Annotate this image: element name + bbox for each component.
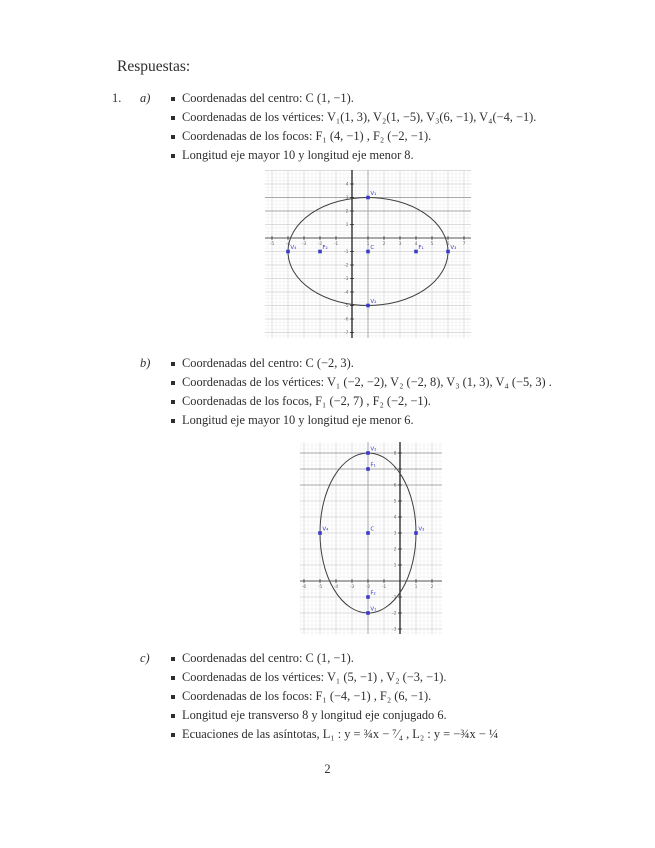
- point-label: C: [370, 245, 375, 252]
- answer-item: Coordenadas del centro: C (1, −1).: [171, 649, 631, 668]
- y-tick-label: -2: [392, 611, 397, 617]
- y-tick-label: -4: [344, 290, 349, 296]
- point-marker: [366, 304, 370, 308]
- y-tick-label: -1: [392, 595, 397, 601]
- answer-list-a: [171, 89, 631, 165]
- x-tick-label: -5: [317, 585, 323, 590]
- point-label: V₄: [290, 245, 297, 252]
- y-tick-label: 7: [393, 467, 397, 473]
- y-tick-label: 5: [393, 499, 397, 505]
- point-label: V₁: [370, 606, 377, 613]
- y-tick-label: 6: [393, 483, 397, 489]
- point-label: V₄: [322, 526, 329, 533]
- problem-a: [112, 89, 631, 165]
- answer-item: Coordenadas de los focos: F₁ (4, −1) , F₂ (−2, −1).: [171, 127, 631, 146]
- point-label: V₃: [450, 245, 457, 252]
- x-tick-label: -3: [349, 585, 355, 590]
- point-label: V₂: [370, 446, 377, 453]
- page-title: Respuestas:: [117, 58, 191, 75]
- point-label: F₁: [418, 245, 424, 252]
- x-tick-label: -1: [333, 242, 339, 247]
- x-tick-label: -2: [365, 585, 371, 590]
- ellipse-plot-a: [265, 170, 471, 338]
- point-marker: [414, 250, 418, 254]
- y-tick-label: -7: [344, 331, 349, 337]
- x-tick-label: 7: [462, 242, 466, 247]
- x-tick-label: 4: [414, 242, 418, 247]
- y-tick-label: -3: [344, 277, 349, 283]
- y-tick-label: 2: [345, 209, 349, 215]
- y-tick-label: 3: [345, 196, 349, 202]
- problem-b: [112, 354, 631, 430]
- x-tick-label: -4: [333, 585, 339, 590]
- answer-item: Coordenadas de los vértices: V₁(1, 3), V₂(1, −5), V₃(6, −1), V₄(−4, −1).: [171, 108, 631, 127]
- answer-item: Coordenadas del centro: C (1, −1).: [171, 89, 631, 108]
- point-label: F₂: [322, 245, 328, 252]
- x-tick-label: -4: [285, 242, 291, 247]
- x-tick-label: -6: [301, 585, 307, 590]
- point-marker: [286, 250, 290, 254]
- answer-item: Longitud eje transverso 8 y longitud eje conjugado 6.: [171, 706, 631, 725]
- y-tick-label: -2: [344, 263, 349, 269]
- point-marker: [318, 250, 322, 254]
- x-tick-label: 2: [430, 585, 434, 590]
- x-tick-label: 2: [382, 242, 386, 247]
- point-marker: [366, 531, 370, 535]
- answer-item: Coordenadas del centro: C (−2, 3).: [171, 354, 631, 373]
- point-marker: [366, 196, 370, 200]
- y-tick-label: -1: [344, 250, 349, 256]
- y-tick-label: 3: [393, 531, 397, 537]
- answer-item: Ecuaciones de las asíntotas, L₁ : y = ¾x − ⁷⁄₄ , L₂ : y = −¾x − ¼: [171, 725, 631, 744]
- problem-letter-c: c): [140, 651, 150, 665]
- page-number: 2: [324, 762, 331, 776]
- ellipse-plot-b: [300, 442, 442, 634]
- y-tick-label: -6: [344, 317, 349, 323]
- y-tick-label: -5: [344, 304, 349, 310]
- y-tick-label: 1: [345, 223, 349, 229]
- y-tick-label: 2: [393, 547, 397, 553]
- point-marker: [414, 531, 418, 535]
- point-marker: [318, 531, 322, 535]
- x-tick-label: -1: [381, 585, 387, 590]
- point-marker: [446, 250, 450, 254]
- point-marker: [366, 451, 370, 455]
- problem-number: 1.: [112, 91, 122, 105]
- x-tick-label: -2: [317, 242, 323, 247]
- answer-item: Longitud eje mayor 10 y longitud eje menor 6.: [171, 411, 631, 430]
- point-label: V₂: [370, 299, 377, 306]
- x-tick-label: 6: [446, 242, 450, 247]
- point-label: F₁: [370, 462, 376, 469]
- point-marker: [366, 250, 370, 254]
- problem-c: [112, 649, 631, 744]
- point-label: C: [370, 526, 375, 533]
- point-label: F₂: [370, 590, 376, 597]
- y-tick-label: 1: [393, 563, 397, 569]
- x-tick-label: 1: [366, 242, 370, 247]
- y-tick-label: 4: [345, 182, 349, 188]
- x-tick-label: 5: [430, 242, 434, 247]
- point-marker: [366, 467, 370, 471]
- answer-item: Longitud eje mayor 10 y longitud eje menor 8.: [171, 146, 631, 165]
- x-tick-label: 3: [398, 242, 402, 247]
- answer-item: Coordenadas de los focos, F₁ (−2, 7) , F₂ (−2, −1).: [171, 392, 631, 411]
- point-marker: [366, 595, 370, 599]
- answer-item: Coordenadas de los vértices: V₁ (−2, −2), V₂ (−2, 8), V₃ (1, 3), V₄ (−5, 3) .: [171, 373, 631, 392]
- answer-list-c: [171, 649, 631, 744]
- y-tick-label: 4: [393, 515, 397, 521]
- y-tick-label: -3: [392, 627, 397, 633]
- answer-item: Coordenadas de los focos: F₁ (−4, −1) , F₂ (6, −1).: [171, 687, 631, 706]
- problem-letter-a: a): [140, 91, 151, 105]
- point-label: V₁: [370, 191, 377, 198]
- point-marker: [366, 611, 370, 615]
- y-tick-label: 8: [393, 451, 397, 457]
- x-tick-label: -3: [301, 242, 307, 247]
- x-tick-label: -5: [269, 242, 275, 247]
- answer-item: Coordenadas de los vértices: V₁ (5, −1) , V₂ (−3, −1).: [171, 668, 631, 687]
- x-tick-label: 1: [414, 585, 418, 590]
- point-label: V₃: [418, 526, 425, 533]
- answer-list-b: [171, 354, 631, 430]
- problem-letter-b: b): [140, 356, 151, 370]
